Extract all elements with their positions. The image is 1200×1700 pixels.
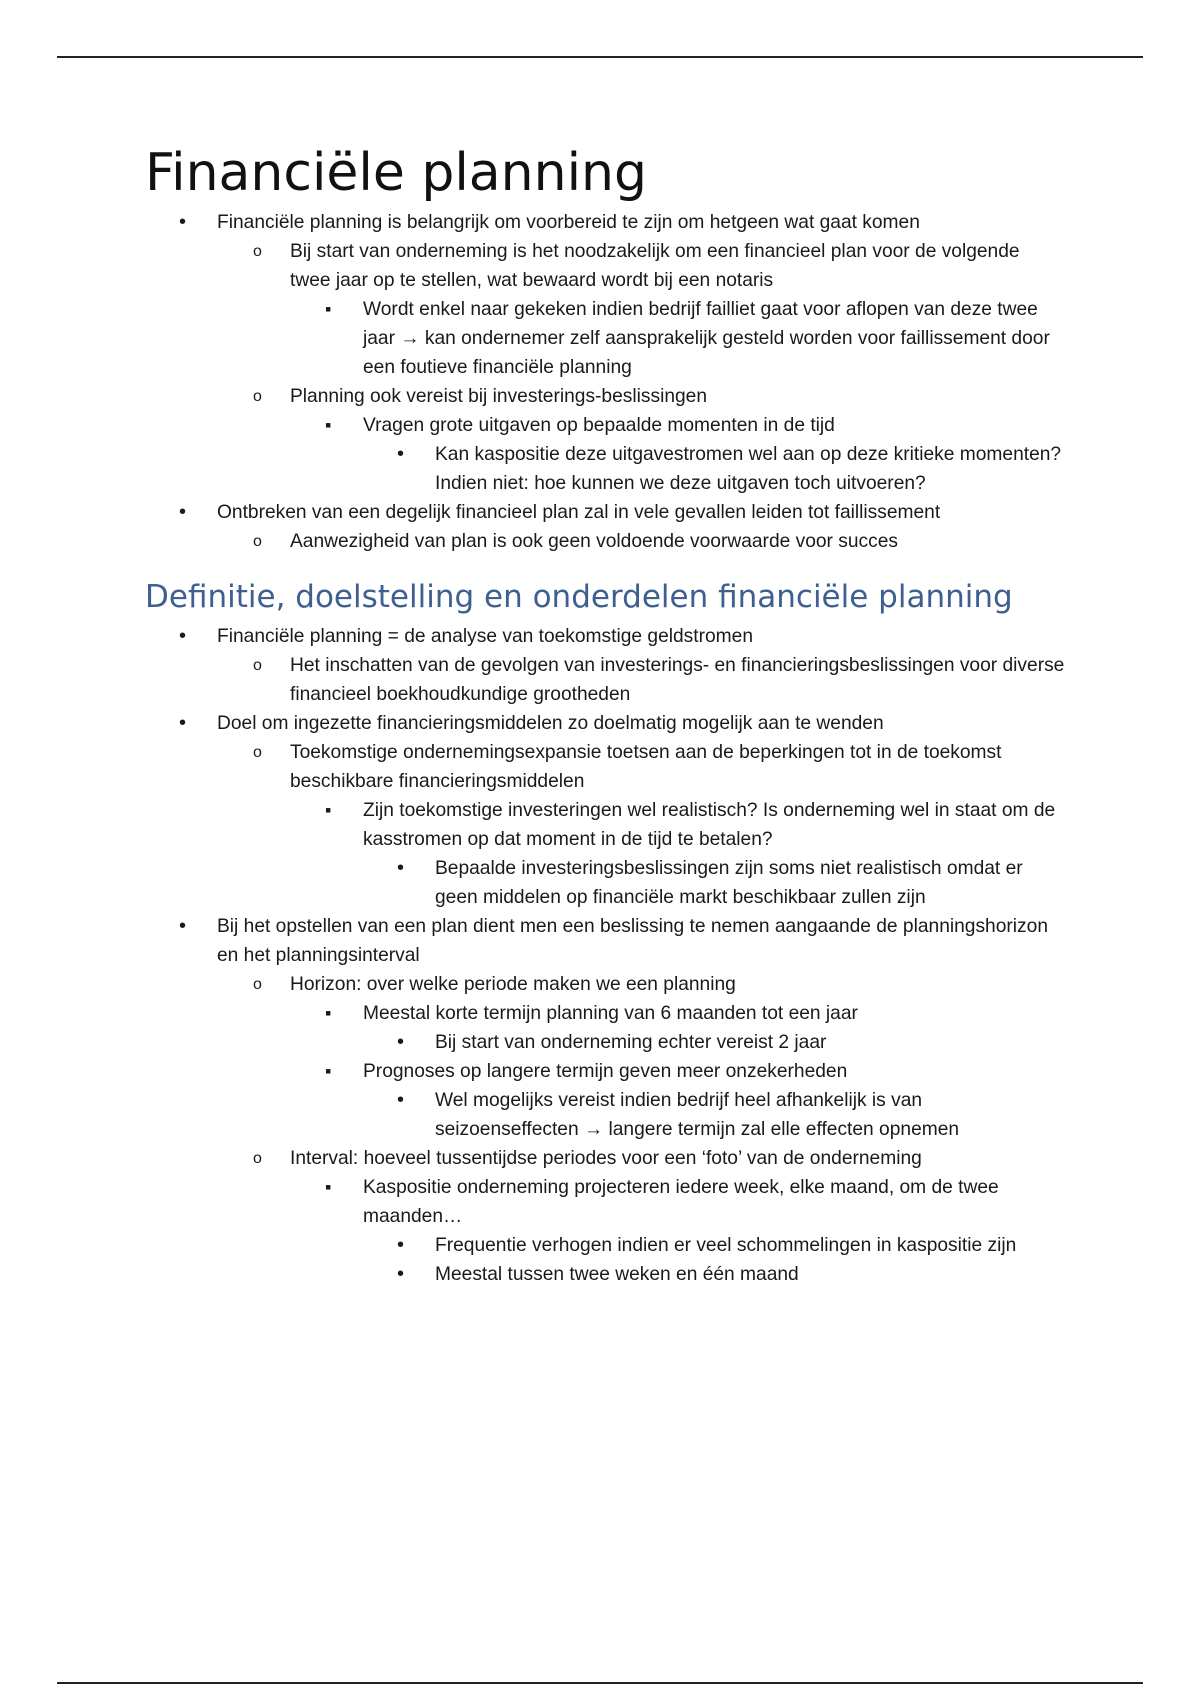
list-item: ▪ Meestal korte termijn planning van 6 maanden tot een jaar: [145, 999, 1065, 1028]
list-item: • Wel mogelijks vereist indien bedrijf heel afhankelijk is van seizoenseffecten → langere termijn zal elle effecten opnemen: [145, 1086, 1065, 1144]
list-item: • Bepaalde investeringsbeslissingen zijn soms niet realistisch omdat er geen middelen op financiële markt beschikbaar zullen zijn: [145, 854, 1065, 912]
section1-list: [145, 208, 1065, 556]
list-item: ▪ Kaspositie onderneming projecteren iedere week, elke maand, om de twee maanden…: [145, 1173, 1065, 1231]
list-item: • Kan kaspositie deze uitgavestromen wel aan op deze kritieke momenten? Indien niet: hoe kunnen we deze uitgaven toch uitvoeren?: [145, 440, 1065, 498]
footer-rule: [57, 1682, 1143, 1684]
header-rule: [57, 56, 1143, 58]
list-item: ▪ Wordt enkel naar gekeken indien bedrijf failliet gaat voor aflopen van deze twee jaar → kan ondernemer zelf aansprakelijk gesteld worden voor faillissement door een foutieve financiële planning: [145, 295, 1065, 382]
list-item: o Interval: hoeveel tussentijdse periodes voor een ‘foto’ van de onderneming: [145, 1144, 1065, 1173]
list-item: • Ontbreken van een degelijk financieel plan zal in vele gevallen leiden tot faillissement: [145, 498, 1065, 527]
list-item: • Financiële planning = de analyse van toekomstige geldstromen: [145, 622, 1065, 651]
list-item: o Horizon: over welke periode maken we een planning: [145, 970, 1065, 999]
section-heading: Definitie, doelstelling en onderdelen financiële planning: [145, 579, 1013, 615]
list-item: o Bij start van onderneming is het noodzakelijk om een financieel plan voor de volgende twee jaar op te stellen, wat bewaard wordt bij een notaris: [145, 237, 1065, 295]
list-item: o Planning ook vereist bij investerings-beslissingen: [145, 382, 1065, 411]
list-item: ▪ Vragen grote uitgaven op bepaalde momenten in de tijd: [145, 411, 1065, 440]
list-item: o Toekomstige ondernemingsexpansie toetsen aan de beperkingen tot in de toekomst beschikbare financieringsmiddelen: [145, 738, 1065, 796]
list-item: o Het inschatten van de gevolgen van investerings- en financieringsbeslissingen voor diverse financieel boekhoudkundige grootheden: [145, 651, 1065, 709]
section2-list: [145, 622, 1065, 1289]
page-title: Financiële planning: [145, 143, 647, 203]
list-item: o Aanwezigheid van plan is ook geen voldoende voorwaarde voor succes: [145, 527, 1065, 556]
list-item: • Financiële planning is belangrijk om voorbereid te zijn om hetgeen wat gaat komen: [145, 208, 1065, 237]
list-item: • Doel om ingezette financieringsmiddelen zo doelmatig mogelijk aan te wenden: [145, 709, 1065, 738]
list-item: • Frequentie verhogen indien er veel schommelingen in kaspositie zijn: [145, 1231, 1065, 1260]
list-item: ▪ Prognoses op langere termijn geven meer onzekerheden: [145, 1057, 1065, 1086]
list-item: • Meestal tussen twee weken en één maand: [145, 1260, 1065, 1289]
list-item: • Bij start van onderneming echter vereist 2 jaar: [145, 1028, 1065, 1057]
list-item: • Bij het opstellen van een plan dient men een beslissing te nemen aangaande de planningshorizon en het planningsinterval: [145, 912, 1065, 970]
document-body: [145, 140, 1065, 1289]
list-item: ▪ Zijn toekomstige investeringen wel realistisch? Is onderneming wel in staat om de kasstromen op dat moment in de tijd te betalen?: [145, 796, 1065, 854]
